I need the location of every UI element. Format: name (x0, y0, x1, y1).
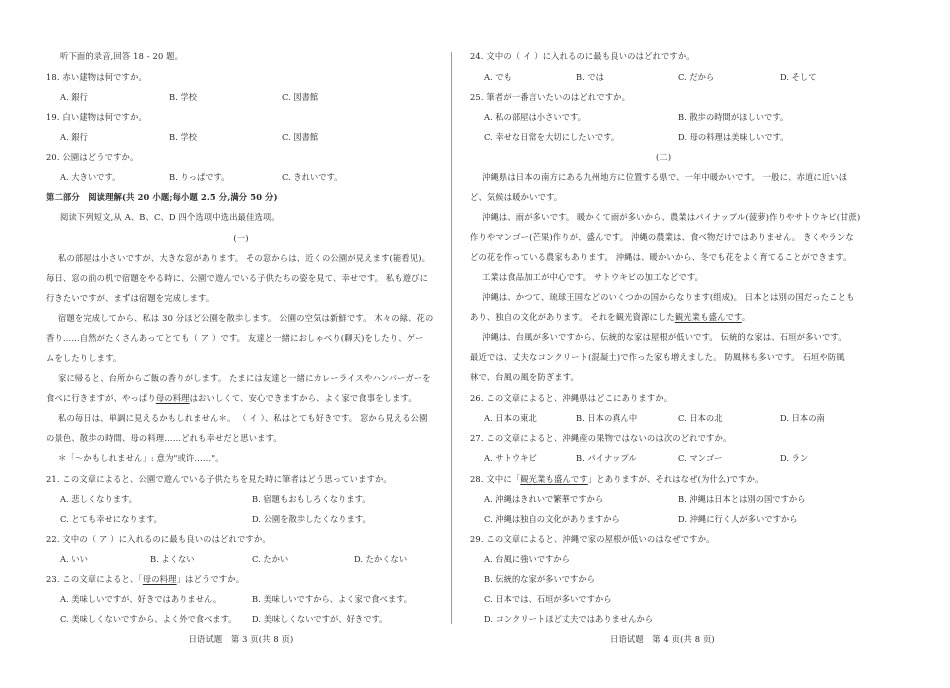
q19-option-c: C. 図書館 (282, 132, 319, 142)
q26-option-d: D. 日本の南 (780, 413, 825, 423)
q26-option-b: B. 日本の真ん中 (576, 413, 638, 423)
question-22-stem: 22. 文中の（ ア ）に入れるのに最も良いのはどれですか。 (46, 534, 271, 544)
q27-option-c: C. マンゴー (678, 453, 723, 463)
q28-option-a: A. 沖縄はきれいで繁華ですから (484, 494, 604, 504)
passage-2-line: どの花を作っている農家もあります。 沖縄は、暖かいから、冬でも花をよく育てることができます。 (470, 252, 852, 262)
passage-1-line: 家に帰ると、台所からご飯の香りがします。 たまには友達と一緒にカレーライスやハンバーガーを (58, 373, 431, 383)
q28-option-b: B. 沖縄は日本とは別の国ですから (678, 494, 806, 504)
q26-option-c: C. 日本の北 (678, 413, 723, 423)
q24-option-d: D. そして (780, 72, 817, 82)
section-2-instruction: 阅读下列短文,从 A、B、C、D 四个选项中选出最佳选项。 (60, 212, 280, 222)
q25-option-a: A. 私の部屋は小さいです。 (484, 112, 586, 122)
underlined-phrase: 母の料理 (155, 393, 190, 403)
q26-option-a: A. 日本の東北 (484, 413, 537, 423)
text-span: 食べに行きますが、やっぱり (46, 393, 156, 403)
q24-option-c: C. だから (678, 72, 715, 82)
q29-option-a: A. 台風に強いですから (484, 554, 570, 564)
q21-option-c: C. とても幸せになります。 (60, 514, 162, 524)
passage-2-line: 沖縄県は日本の南方にある九州地方に位置する県で、一年中暖かいです。 一般に、赤道に近いほ (482, 172, 848, 182)
q24-option-a: A. でも (484, 72, 512, 82)
passage-1-line: 私の部屋は小さいですが、大きな窓があります。 その窓からは、近くの公園が見えます(能看见)。 (58, 253, 431, 263)
passage-1-line: の景色、散歩の時間、母の料理……どれも幸せだと思います。 (46, 433, 282, 443)
q24-option-b: B. では (576, 72, 604, 82)
question-28-stem (470, 473, 764, 485)
passage-2-line: ど、気候は暖かいです。 (470, 192, 563, 202)
question-25-stem: 25. 筆者が一番言いたいのはどれですか。 (470, 92, 631, 102)
q22-option-c: C. たかい (252, 554, 289, 564)
question-27-stem: 27. この文章によると、沖縄産の果物ではないのは次のどれですか。 (470, 433, 732, 443)
passage-2-line: 沖縄は、雨が多いです。 暖かくて雨が多いから、農業はパイナップル(菠萝)作りやサトウキビ(甘蔗) (482, 212, 861, 222)
q20-option-a: A. 大きいです。 (60, 172, 121, 182)
q23-option-a: A. 美味しいですが、好きではありません。 (60, 594, 222, 604)
passage-1-line: 行きたいですが、まずは宿題を完成します。 (46, 293, 215, 303)
q23-option-b: B. 美味しいですから、よく家で食べます。 (252, 594, 413, 604)
page-divider (451, 52, 452, 624)
question-20-stem: 20. 公園はどうですか。 (46, 152, 139, 162)
q29-option-d: D. コンクリートほど丈夫ではありませんから (484, 614, 654, 624)
exam-page-3 (46, 0, 436, 688)
q29-option-b: B. 伝統的な家が多いですから (484, 574, 595, 584)
text-span: 」はどうですか。 (176, 574, 245, 584)
underlined-phrase: 観光業も盛んです (674, 312, 742, 322)
q20-option-c: C. きれいです。 (282, 172, 343, 182)
q18-option-a: A. 銀行 (60, 92, 88, 102)
text-span: 28. 文中に「 (470, 474, 521, 484)
q23-option-d: D. 美味しくないですが、好きです。 (252, 614, 388, 624)
q20-option-b: B. りっぱです。 (169, 172, 230, 182)
passage-2-line: 沖縄は、かつて、琉球王国などのいくつかの国からなります(组成)。 日本とは別の国だったことも (482, 292, 855, 302)
q23-option-c: C. 美味しくないですから、よく外で食べます。 (60, 614, 237, 624)
q19-option-a: A. 銀行 (60, 132, 88, 142)
passage-2-line: 作りやマンゴー(芒果)作りが、盛んです。 沖縄の農業は、食べ物だけではありません。 きくやランな (470, 232, 854, 242)
passage-2-line: 沖縄は、台風が多いですから、伝統的な家は屋根が低いです。 伝統的な家は、石垣が多いです。 (482, 332, 847, 342)
passage-2-line (470, 311, 750, 323)
passage-2-heading: (二) (656, 152, 672, 162)
q18-option-c: C. 図書館 (282, 92, 319, 102)
text-span: はおいしくて、安心できますから、よく家で食事をします。 (189, 393, 417, 403)
passage-1-line: 毎日、窓の前の机で宿題をやる時に、公園で遊んでいる子供たちの姿を見て、幸せです。 私も遊びに (46, 273, 429, 283)
q21-option-d: D. 公園を散歩したくなります。 (252, 514, 371, 524)
section-2-title: 第二部分 阅读理解(共 20 小题;每小题 2.5 分,满分 50 分) (46, 192, 278, 202)
exam-page-4 (470, 0, 890, 688)
q27-option-d: D. ラン (780, 453, 809, 463)
q21-option-a: A. 悲しくなります。 (60, 494, 137, 504)
q22-option-d: D. たかくない (354, 554, 408, 564)
q18-option-b: B. 学校 (169, 92, 197, 102)
underlined-phrase: 観光業も盛んです (520, 474, 588, 484)
passage-1-line: ムをしたりします。 (46, 353, 122, 363)
passage-1-line: 香り……自然がたくさんあってとても（ ア ）です。 友達と一緒におしゃべり(聊天)をしたり、ゲー (46, 333, 424, 343)
text-span: 」とありますが、それはなぜ(为什么)ですか。 (587, 474, 764, 484)
listening-instruction: 听下面的录音,回答 18 - 20 题。 (60, 51, 184, 61)
question-26-stem: 26. この文章によると、沖縄県はどこにありますか。 (470, 393, 673, 403)
page-footer: 日语试题 第 4 页(共 8 页) (610, 634, 715, 644)
text-span: あり、独自の文化があります。 それを観光資源にした (470, 312, 675, 322)
passage-1-line: 宿題を完成してから、私は 30 分ほど公園を散歩します。 公園の空気は新鮮です。 木々の緑、花の (58, 313, 434, 323)
passage-1-line: 私の毎日は、単調に見えるかもしれません＊。 （ イ ）、私はとても好きです。 窓から見える公園 (58, 413, 428, 423)
underlined-phrase: 母の料理 (142, 574, 177, 584)
q21-option-b: B. 宿題もおもしろくなります。 (252, 494, 371, 504)
q25-option-c: C. 幸せな日常を大切にしたいです。 (484, 132, 620, 142)
q27-option-b: B. パイナップル (576, 453, 637, 463)
passage-2-line: 林で、台風の風を防ぎます。 (470, 372, 579, 382)
q28-option-c: C. 沖縄は独自の文化がありますから (484, 514, 620, 524)
question-23-stem (46, 573, 244, 585)
footnote: ＊「～かもしれません」: 意为"或许……"。 (58, 453, 224, 463)
q22-option-a: A. いい (60, 554, 88, 564)
question-29-stem: 29. この文章によると、沖縄で家の屋根が低いのはなぜですか。 (470, 534, 715, 544)
question-18-stem: 18. 赤い建物は何ですか。 (46, 72, 147, 82)
passage-1-line (46, 392, 417, 404)
q25-option-d: D. 母の料理は美味しいです。 (678, 132, 789, 142)
q28-option-d: D. 沖縄に行く人が多いですから (678, 514, 798, 524)
page-footer: 日语试题 第 3 页(共 8 页) (188, 634, 294, 644)
text-span: 23. この文章によると、「 (46, 574, 143, 584)
passage-2-line: 最近では、丈夫なコンクリート(混凝土)で作った家も増えました。 防風林も多いです。 石垣や防風 (470, 352, 845, 362)
q27-option-a: A. サトウキビ (484, 453, 537, 463)
passage-2-line: 工業は食品加工が中心です。 サトウキビの加工などです。 (482, 272, 704, 282)
q22-option-b: B. よくない (150, 554, 195, 564)
text-span: 。 (741, 312, 751, 322)
question-19-stem: 19. 白い建物は何ですか。 (46, 112, 147, 122)
question-24-stem: 24. 文中の（ イ ）に入れるのに最も良いのはどれですか。 (470, 51, 695, 61)
q29-option-c: C. 日本では、石垣が多いですから (484, 594, 612, 604)
passage-1-heading: (一) (233, 233, 249, 243)
q25-option-b: B. 散歩の時間がほしいです。 (678, 112, 789, 122)
question-21-stem: 21. この文章によると、公園で遊んでいる子供たちを見た時に筆者はどう思っていますか。 (46, 474, 392, 484)
q19-option-b: B. 学校 (169, 132, 197, 142)
